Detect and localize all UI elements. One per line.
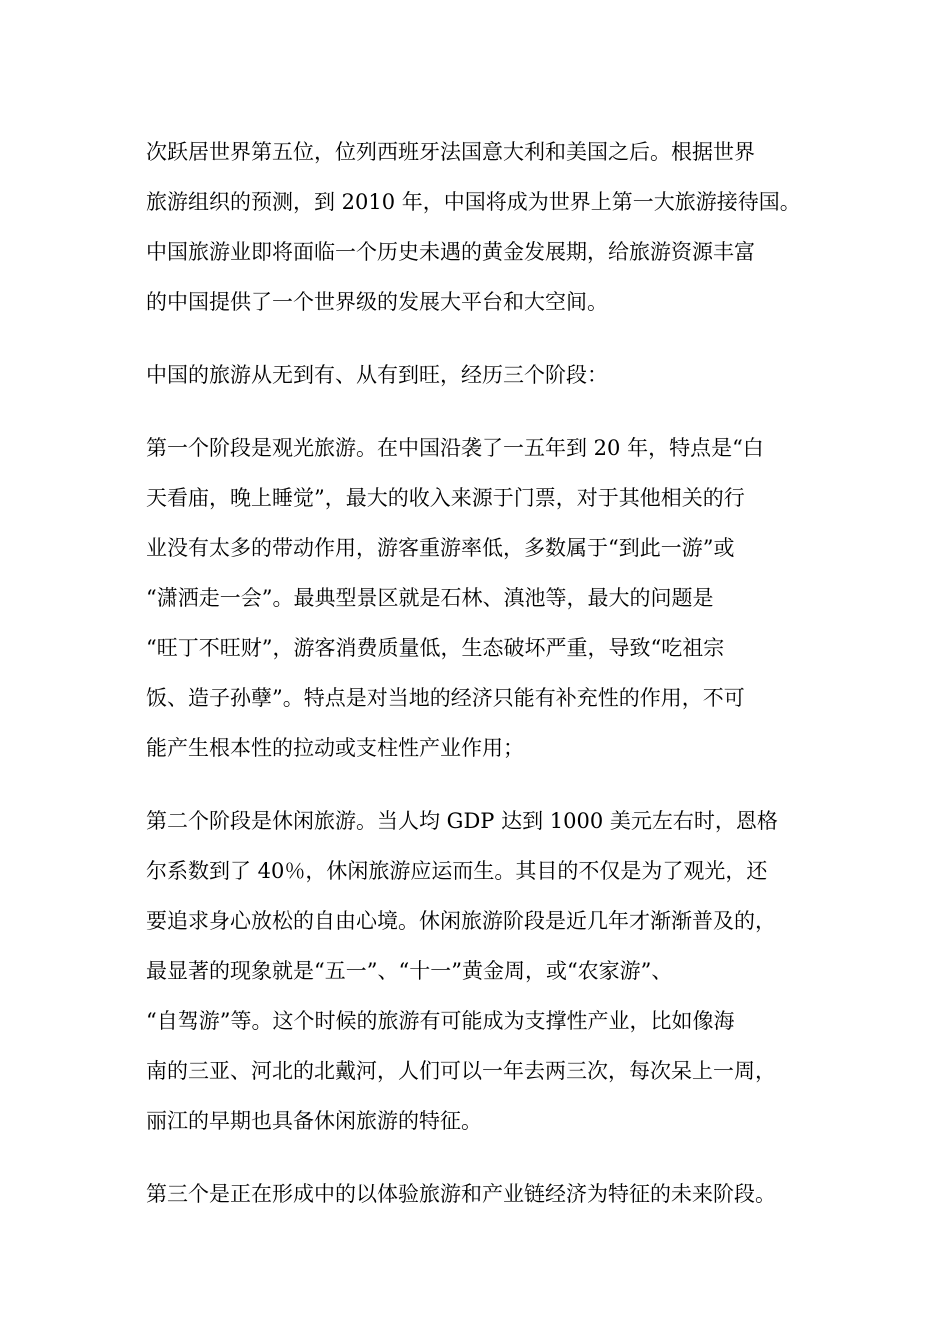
text-line: 尔系数到了 40％，休闲旅游应运而生。其目的不仅是为了观光，还 (146, 859, 768, 883)
text-line: 天看庙，晚上睡觉”，最大的收入来源于门票，对于其他相关的行 (146, 486, 745, 510)
text-line: 南的三亚、河北的北戴河，人们可以一年去两三次，每次呆上一周， (146, 1059, 776, 1083)
text-line: 饭、造子孙孽”。特点是对当地的经济只能有补充性的作用，不可 (146, 686, 745, 710)
text-line: 第一个阶段是观光旅游。在中国沿袭了一五年到 20 年，特点是“白 (146, 436, 764, 460)
text-line: 旅游组织的预测，到 2010 年，中国将成为世界上第一大旅游接待国。 (146, 190, 801, 214)
text-line: 第二个阶段是休闲旅游。当人均 GDP 达到 1000 美元左右时，恩格 (146, 809, 778, 833)
text-line: “潇洒走一会”。最典型景区就是石林、滇池等，最大的问题是 (146, 586, 714, 610)
text-line: 能产生根本性的拉动或支柱性产业作用； (146, 736, 524, 760)
text-line: “自驾游”等。这个时候的旅游有可能成为支撑性产业，比如像海 (146, 1009, 735, 1033)
text-line: 次跃居世界第五位，位列西班牙法国意大利和美国之后。根据世界 (146, 140, 755, 164)
text-line: 业没有太多的带动作用，游客重游率低，多数属于“到此一游”或 (146, 536, 735, 560)
text-line: 丽江的早期也具备休闲旅游的特征。 (146, 1109, 482, 1133)
text-line: 中国的旅游从无到有、从有到旺，经历三个阶段： (146, 363, 608, 387)
text-line: “旺丁不旺财”，游客消费质量低，生态破坏严重，导致“吃祖宗 (146, 636, 725, 660)
text-line: 的中国提供了一个世界级的发展大平台和大空间。 (146, 290, 608, 314)
text-line: 中国旅游业即将面临一个历史未遇的黄金发展期，给旅游资源丰富 (146, 240, 755, 264)
text-line: 最显著的现象就是“五一”、“十一”黄金周，或“农家游”、 (146, 959, 673, 983)
text-line: 要追求身心放松的自由心境。休闲旅游阶段是近几年才渐渐普及的， (146, 909, 776, 933)
text-line: 第三个是正在形成中的以体验旅游和产业链经济为特征的未来阶段。 (146, 1182, 776, 1206)
